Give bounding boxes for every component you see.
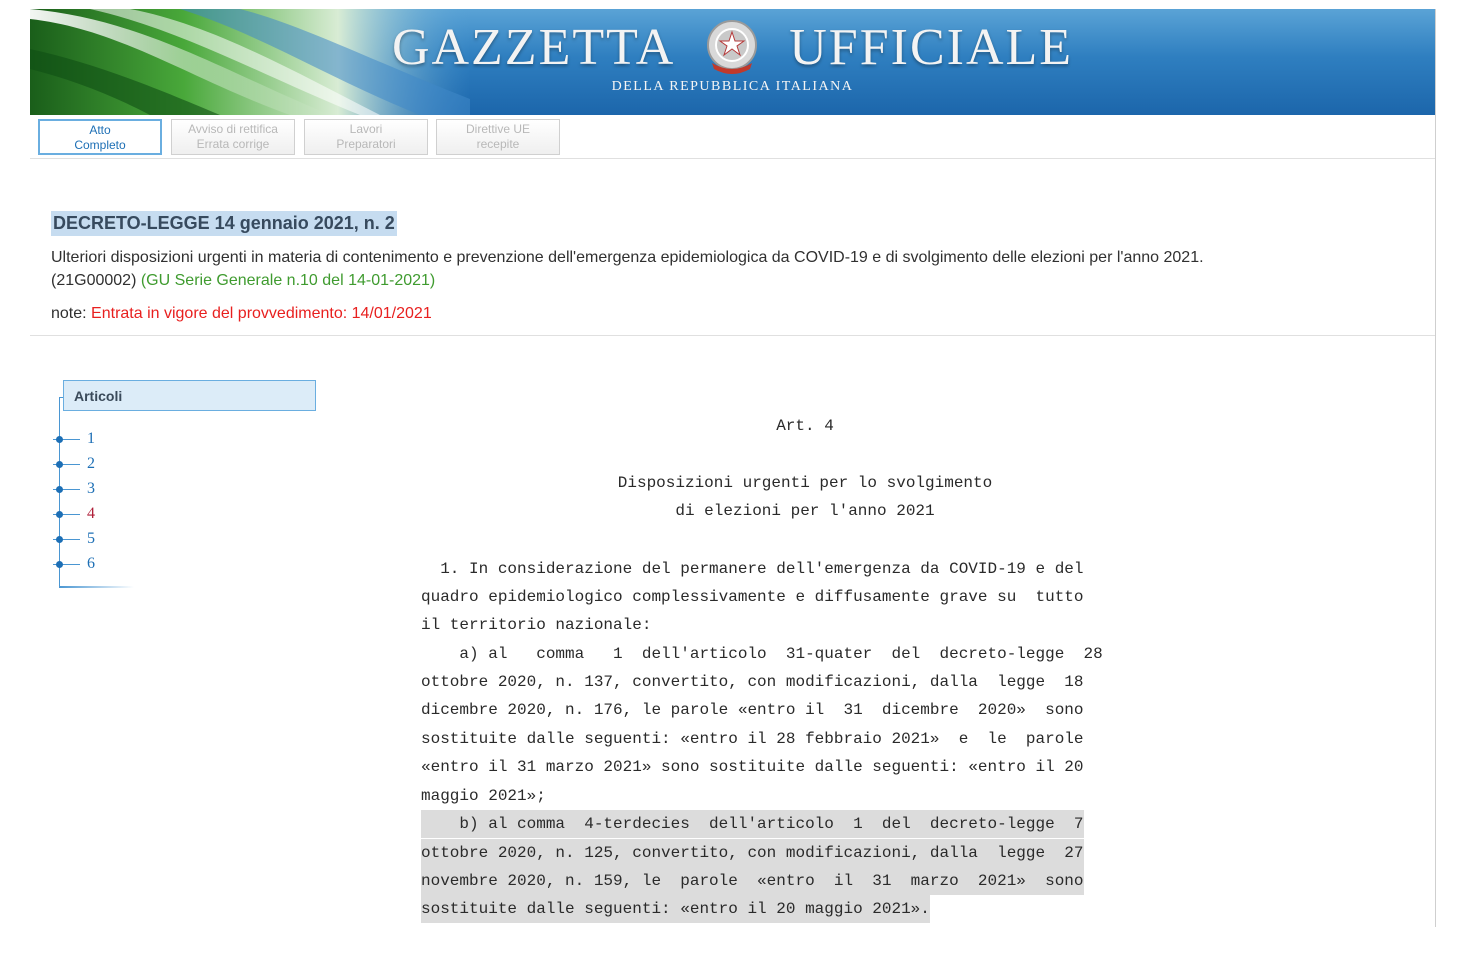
tab-label-line2: Preparatori bbox=[336, 137, 396, 151]
header-banner bbox=[30, 9, 1435, 115]
article-heading-line1: Disposizioni urgenti per lo svolgimento bbox=[617, 474, 993, 492]
tree-node-icon bbox=[56, 461, 63, 468]
article-text-line: dicembre 2020, n. 176, le parole «entro il 31 dicembre 2020» sono bbox=[421, 701, 1084, 719]
article-text-line: a) al comma 1 dell'articolo 31-quater del decreto-legge 28 bbox=[421, 645, 1103, 663]
gu-reference: (GU Serie Generale n.10 del 14-01-2021) bbox=[140, 272, 436, 289]
decree-description-text: Ulteriori disposizioni urgenti in materia di contenimento e prevenzione dell'emergenza epidemiologica da COVID-19 e di svolgimento delle elezioni per l'anno 2021. bbox=[51, 249, 1204, 266]
articolo-number[interactable]: 3 bbox=[87, 480, 95, 497]
articoli-header[interactable]: Articoli bbox=[63, 380, 316, 411]
article-text-line: ottobre 2020, n. 137, convertito, con modificazioni, dalla legge 18 bbox=[421, 673, 1084, 691]
article-text-line-highlighted: ottobre 2020, n. 125, convertito, con modificazioni, dalla legge 27 bbox=[421, 839, 1084, 867]
banner-title-left: GAZZETTA bbox=[391, 18, 676, 76]
decree-note bbox=[51, 305, 432, 323]
tab-label-line1: Lavori bbox=[349, 122, 383, 136]
header-divider bbox=[30, 335, 1435, 336]
tab-divider bbox=[30, 158, 1435, 159]
articolo-number[interactable]: 2 bbox=[87, 455, 95, 472]
tree-node-icon bbox=[56, 511, 63, 518]
decree-description bbox=[51, 246, 1381, 292]
tab-avviso-rettifica[interactable] bbox=[171, 119, 295, 155]
article-text-line-highlighted: b) al comma 4-terdecies dell'articolo 1 del decreto-legge 7 bbox=[421, 810, 1084, 838]
article-text-line-highlighted: novembre 2020, n. 159, le parole «entro il 31 marzo 2021» sono bbox=[421, 867, 1084, 895]
note-value: Entrata in vigore del provvedimento: 14/01/2021 bbox=[91, 305, 432, 322]
decree-code: (21G00002) bbox=[51, 272, 137, 289]
tab-atto-completo[interactable] bbox=[38, 119, 162, 155]
tab-label-line2: Errata corrige bbox=[196, 137, 270, 151]
tree-node-icon bbox=[56, 486, 63, 493]
note-label: note: bbox=[51, 305, 87, 322]
tab-direttive-ue[interactable] bbox=[436, 119, 560, 155]
articolo-number[interactable]: 1 bbox=[87, 430, 95, 447]
article-text-line: «entro il 31 marzo 2021» sono sostituite dalle seguenti: «entro il 20 bbox=[421, 758, 1084, 776]
article-text-line: sostituite dalle seguenti: «entro il 28 febbraio 2021» e le parole bbox=[421, 730, 1084, 748]
tab-label-line1: Direttive UE bbox=[465, 122, 530, 136]
page bbox=[30, 9, 1436, 927]
tree-node-icon bbox=[56, 561, 63, 568]
tab-label-line2: Completo bbox=[74, 138, 126, 152]
article-text-line: quadro epidemiologico complessivamente e diffusamente grave su tutto bbox=[421, 588, 1084, 606]
articolo-number[interactable]: 5 bbox=[87, 530, 95, 547]
tab-label-line1: Avviso di rettifica bbox=[188, 122, 278, 136]
tree-node-icon bbox=[56, 536, 63, 543]
tab-label-line2: recepite bbox=[476, 137, 520, 151]
article-text-line: maggio 2021»; bbox=[421, 787, 546, 805]
articolo-number[interactable]: 6 bbox=[87, 555, 95, 572]
tab-label-line1: Atto bbox=[89, 123, 111, 137]
article-number: Art. 4 bbox=[776, 417, 834, 435]
republic-emblem-icon bbox=[704, 17, 760, 77]
banner-title-right: UFFICIALE bbox=[789, 18, 1074, 76]
article-text-line: 1. In considerazione del permanere dell'emergenza da COVID-19 e del bbox=[421, 560, 1084, 578]
article-heading-line2: di elezioni per l'anno 2021 bbox=[675, 502, 935, 520]
tree-connector-bottom bbox=[59, 586, 134, 588]
articolo-number-current[interactable]: 4 bbox=[87, 505, 95, 522]
banner-title bbox=[30, 13, 1435, 77]
decree-title: DECRETO-LEGGE 14 gennaio 2021, n. 2 bbox=[51, 211, 397, 236]
tab-lavori-preparatori[interactable] bbox=[304, 119, 428, 155]
tree-node-icon bbox=[56, 436, 63, 443]
article-text-line-highlighted: sostituite dalle seguenti: «entro il 20 maggio 2021». bbox=[421, 895, 930, 923]
article-text-line: il territorio nazionale: bbox=[421, 616, 652, 634]
banner-subtitle: DELLA REPUBBLICA ITALIANA bbox=[611, 79, 854, 94]
